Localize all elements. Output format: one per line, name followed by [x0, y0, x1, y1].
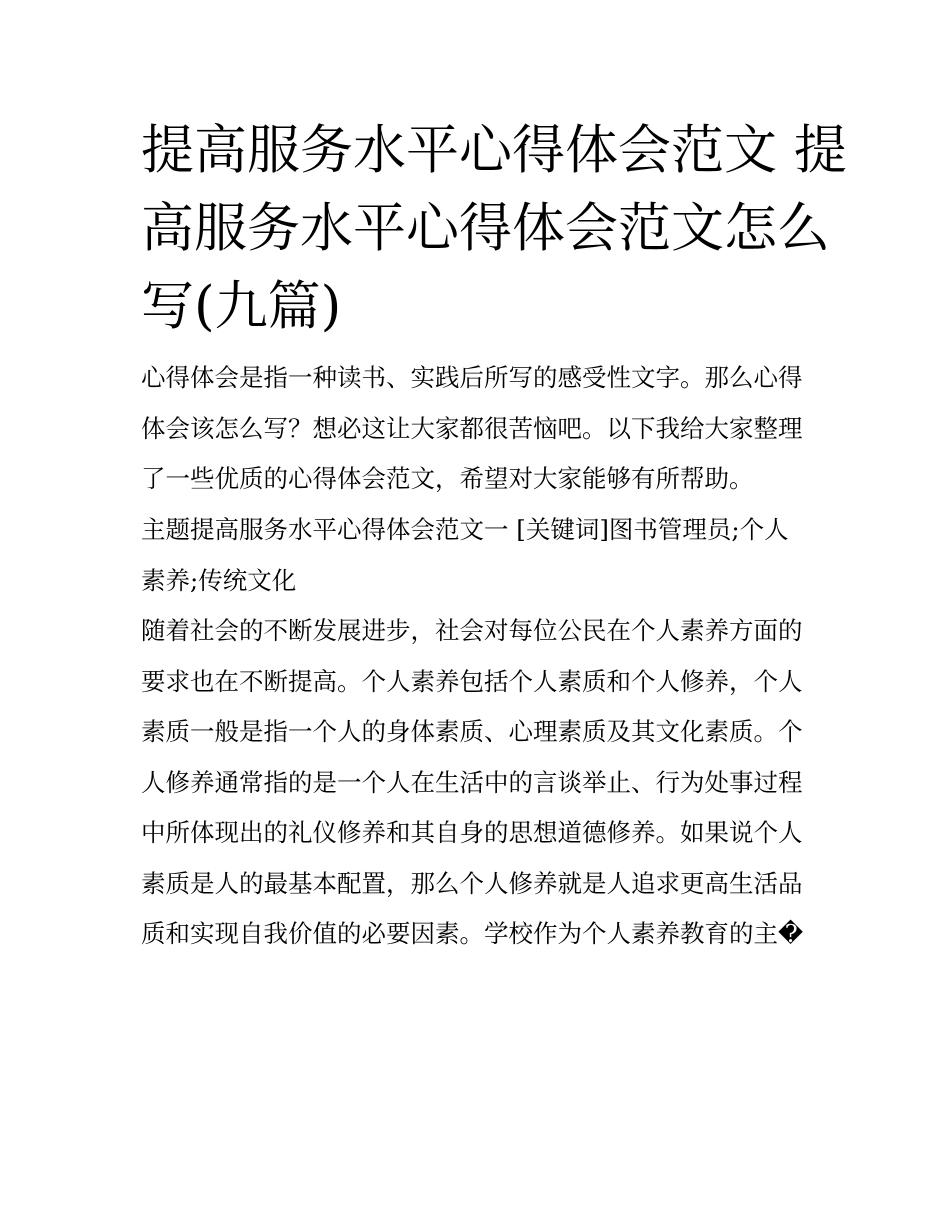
text-line: 主题提高服务水平心得体会范文一 [关键词]图书管理员;个人: [141, 515, 789, 544]
text-line: 了一些优质的心得体会范文，希望对大家能够有所帮助。: [141, 464, 754, 493]
text-line: 要求也在不断提高。个人素养包括个人素质和个人修养，个人: [141, 666, 803, 696]
text-line: 人修养通常指的是一个人在生活中的言谈举止、行为处事过程: [141, 767, 803, 797]
text-line: 质和实现自我价值的必要因素。学校作为个人素养教育的主�: [141, 919, 804, 948]
text-line: 随着社会的不断发展进步，社会对每位公民在个人素养方面的: [141, 616, 803, 645]
text-line: 素质一般是指一个人的身体素质、心理素质及其文化素质。个: [141, 717, 803, 746]
text-line: 中所体现出的礼仪修养和其自身的思想道德修养。如果说个人: [141, 818, 803, 847]
text-line: 体会该怎么写？想必这让大家都很苦恼吧。以下我给大家整理: [141, 413, 803, 443]
text-line: 素质是人的最基本配置，那么个人修养就是人追求更高生活品: [141, 868, 803, 898]
body-paragraph: [141, 606, 816, 960]
intro-paragraph: [141, 353, 816, 505]
document-title: [141, 112, 847, 346]
title-line: 高服务水平心得体会范文怎么: [141, 198, 830, 259]
title-line: 写(九篇): [141, 276, 342, 337]
keywords-paragraph: [141, 505, 816, 606]
title-line: 提高服务水平心得体会范文 提: [141, 120, 847, 181]
text-line: 心得体会是指一种读书、实践后所写的感受性文字。那么心得: [141, 363, 803, 392]
text-line: 素养;传统文化: [141, 565, 297, 595]
